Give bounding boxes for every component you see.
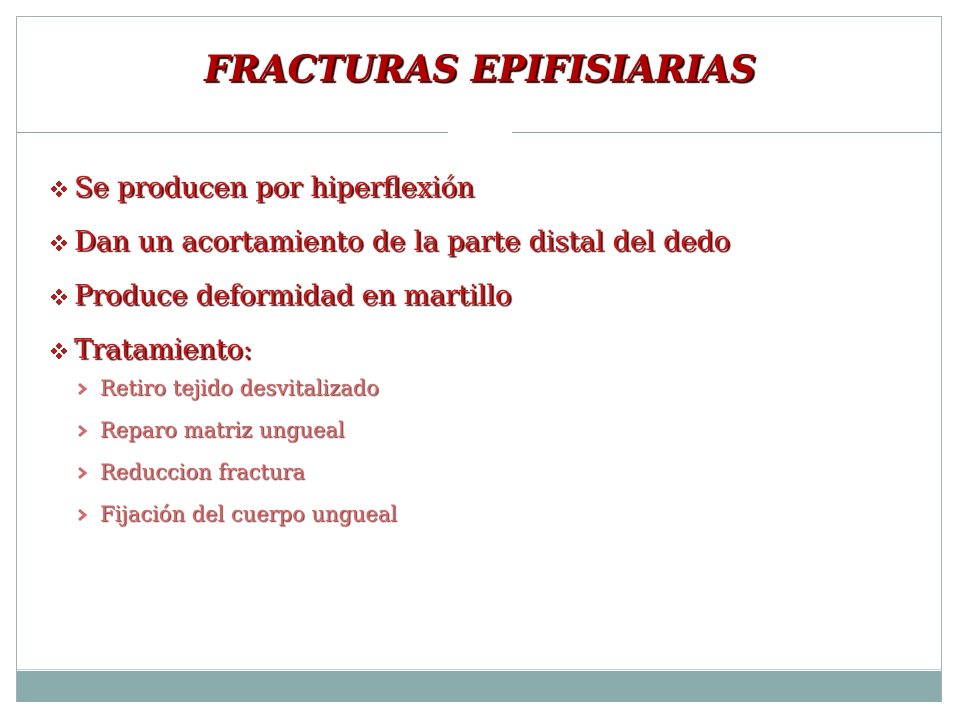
sub-bullet-text: Fijación del cuerpo ungueal — [100, 502, 398, 526]
four-diamond-bullet-icon — [50, 180, 68, 198]
bullet-text: Tratamiento: — [74, 334, 252, 365]
four-diamond-bullet-icon — [50, 288, 68, 306]
title-divider-left — [17, 132, 448, 133]
bullet-text: Dan un acortamiento de la parte distal del dedo — [74, 226, 730, 257]
slide-title: FRACTURAS EPIFISIARIAS — [204, 48, 756, 90]
bullet-text: Se producen por hiperflexión — [74, 172, 474, 203]
sub-bullet-text: Retiro tejido desvitalizado — [100, 376, 379, 400]
arrowhead-bullet-icon — [76, 382, 90, 396]
four-diamond-bullet-icon — [50, 234, 68, 252]
footer-divider — [17, 669, 941, 670]
sub-bullet-text: Reduccion fractura — [100, 460, 305, 484]
sub-bullet-text: Reparo matriz ungueal — [100, 418, 345, 442]
arrowhead-bullet-icon — [76, 424, 90, 438]
title-divider-right — [512, 132, 942, 133]
arrowhead-bullet-icon — [76, 466, 90, 480]
arrowhead-bullet-icon — [76, 508, 90, 522]
bullet-text: Produce deformidad en martillo — [74, 280, 512, 311]
footer-band — [17, 671, 941, 702]
four-diamond-bullet-icon — [50, 342, 68, 360]
